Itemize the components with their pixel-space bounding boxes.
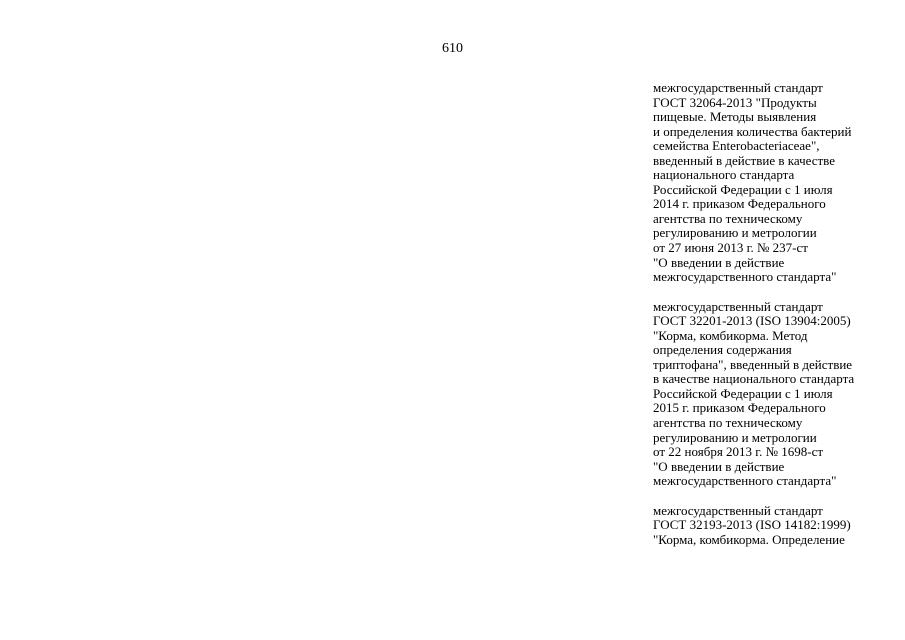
text-line: агентства по техническому <box>653 415 803 431</box>
standard-entry-3 <box>653 504 898 548</box>
text-line: национального стандарта <box>653 167 795 183</box>
text-line: межгосударственный стандарт <box>653 80 823 95</box>
text-line: межгосударственного стандарта" <box>653 473 837 489</box>
text-column <box>653 81 898 547</box>
text-line: межгосударственный стандарт <box>653 502 823 518</box>
text-line: межгосударственного стандарта" <box>653 269 837 285</box>
standard-entry-1 <box>653 81 898 285</box>
text-line: 2014 г. приказом Федерального <box>653 196 826 212</box>
standard-entry-2 <box>653 300 898 489</box>
text-line: ГОСТ 32193-2013 (ISO 14182:1999) <box>653 517 851 533</box>
text-line: в качестве национального стандарта <box>653 371 855 387</box>
text-line: семейства Enterobacteriaceae", <box>653 138 820 154</box>
text-line: "О введении в действие <box>653 458 785 474</box>
text-line: от 22 ноября 2013 г. № 1698-ст <box>653 444 824 460</box>
text-line: введенный в действие в качестве <box>653 152 836 168</box>
text-line: "Корма, комбикорма. Метод <box>653 327 808 343</box>
text-line: агентства по техническому <box>653 210 803 226</box>
text-line: ГОСТ 32064-2013 "Продукты <box>653 94 817 110</box>
text-line: триптофана", введенный в действие <box>653 356 853 372</box>
text-line: от 27 июня 2013 г. № 237-ст <box>653 240 808 256</box>
text-line: "Корма, комбикорма. Определение <box>653 531 845 547</box>
text-line: Российской Федерации с 1 июля <box>653 181 833 197</box>
text-line: "О введении в действие <box>653 254 785 270</box>
text-line: пищевые. Методы выявления <box>653 109 817 125</box>
page-number: 610 <box>442 41 463 56</box>
text-line: и определения количества бактерий <box>653 123 852 139</box>
text-line: Российской Федерации с 1 июля <box>653 385 833 401</box>
text-line: регулированию и метрологии <box>653 225 817 241</box>
text-line: определения содержания <box>653 342 792 358</box>
text-line: ГОСТ 32201-2013 (ISO 13904:2005) <box>653 313 851 329</box>
text-line: регулированию и метрологии <box>653 429 817 445</box>
text-line: 2015 г. приказом Федерального <box>653 400 826 416</box>
text-line: межгосударственный стандарт <box>653 298 823 314</box>
